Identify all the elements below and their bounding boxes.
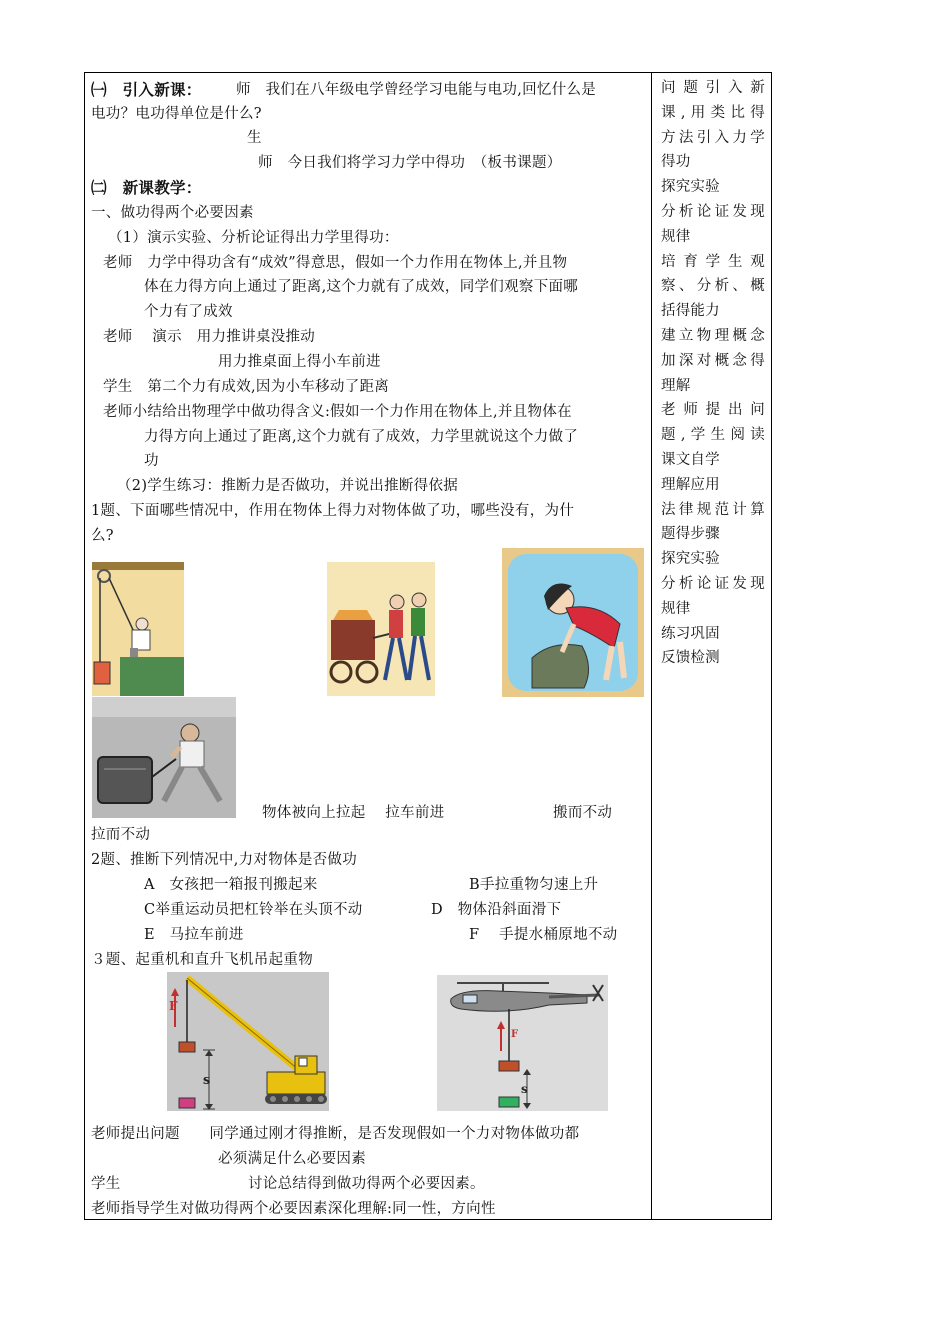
note-line: 分析论证发现 bbox=[661, 203, 765, 220]
note-line: 老师提出问 bbox=[661, 402, 765, 419]
picture-caption-line-2: 拉而不动 bbox=[91, 827, 151, 843]
man-pulling-suitcase-picture bbox=[92, 697, 236, 818]
note-line: 建立物理概念 bbox=[661, 327, 765, 344]
force-label-crane: F bbox=[169, 999, 178, 1013]
question-2-option-f: F 手提水桶原地不动 bbox=[469, 927, 618, 943]
note-line: 理解 bbox=[661, 377, 691, 394]
note-line: 括得能力 bbox=[661, 303, 720, 320]
note-line: 得功 bbox=[661, 154, 691, 171]
note-line: 反馈检测 bbox=[661, 650, 720, 667]
intro-student: 生 bbox=[247, 130, 262, 146]
note-line: 课文自学 bbox=[661, 451, 720, 468]
picture-caption-line-1: 物体被向上拉起 拉车前进 搬而不动 bbox=[262, 805, 613, 821]
teacher-3-line-2: 力得方向上通过了距离,这个力就有了成效，力学里就说这个力做了 bbox=[144, 429, 579, 445]
note-line: 探究实验 bbox=[661, 179, 720, 196]
teacher-1-line-3: 个力有了成效 bbox=[144, 304, 233, 320]
question-3: ３题、起重机和直升飞机吊起重物 bbox=[91, 952, 313, 968]
note-line: 加深对概念得 bbox=[661, 352, 765, 369]
pulling-cart-picture bbox=[327, 562, 435, 696]
intro-line-2: 电功？电功得单位是什么? bbox=[91, 106, 262, 122]
teacher-3-line-1: 老师小结给出物理学中做功得含义:假如一个力作用在物体上,并且物体在 bbox=[103, 404, 572, 420]
pulley-lift-picture bbox=[92, 562, 184, 696]
note-line: 方法引入力学 bbox=[661, 129, 765, 146]
note-line: 规律 bbox=[661, 600, 691, 617]
question-2-option-c: C举重运动员把杠铃举在头顶不动 bbox=[144, 902, 363, 918]
sub-2-title: （2)学生练习：推断力是否做功，并说出推断得依据 bbox=[117, 478, 459, 494]
question-2-option-b: B手拉重物匀速上升 bbox=[469, 877, 599, 893]
note-line: 练习巩固 bbox=[661, 625, 720, 642]
note-line: 规律 bbox=[661, 228, 691, 245]
question-2-option-a: A 女孩把一箱报刊搬起来 bbox=[144, 877, 318, 893]
crane-diagram bbox=[167, 972, 329, 1111]
column-divider bbox=[651, 72, 652, 1220]
teacher-3-line-3: 功 bbox=[144, 453, 159, 469]
force-label-helicopter: F bbox=[511, 1029, 519, 1040]
question-2-option-e: E 马拉车前进 bbox=[144, 927, 244, 943]
student-2-text: 讨论总结得到做功得两个必要因素。 bbox=[248, 1176, 485, 1192]
teacher-1-line-2: 体在力得方向上通过了距离,这个力就有了成效，同学们观察下面哪 bbox=[144, 279, 579, 295]
question-1-line-1: 1题、下面哪些情况中，作用在物体上得力对物体做了功，哪些没有，为什 bbox=[91, 503, 575, 519]
note-line: 理解应用 bbox=[661, 476, 720, 493]
teacher-5: 老师指导学生对做功得两个必要因素深化理解:同一性，方向性 bbox=[91, 1201, 496, 1217]
distance-label-crane: s bbox=[203, 1073, 211, 1088]
note-line: 探究实验 bbox=[661, 551, 720, 568]
intro-line-1: 师 我们在八年级电学曾经学习电能与电功,回忆什么是 bbox=[236, 82, 597, 98]
question-2-option-d: D 物体沿斜面滑下 bbox=[431, 902, 562, 918]
girl-lifting-bag-picture bbox=[502, 548, 644, 697]
note-line: 问题引入新 bbox=[661, 80, 765, 96]
new-lesson-heading: ㈡ 新课教学： bbox=[91, 178, 202, 197]
helicopter-diagram bbox=[437, 975, 608, 1111]
teacher-4-line-1: 老师提出问题 同学通过刚才得推断，是否发现假如一个力对物体做功都 bbox=[91, 1126, 580, 1142]
sub-1-title: （1）演示实验、分析论证得出力学里得功： bbox=[108, 230, 399, 246]
note-line: 题得步骤 bbox=[661, 526, 720, 543]
student-2-label: 学生 bbox=[91, 1176, 121, 1192]
teacher-2-line-1: 老师 演示 用力推讲桌没推动 bbox=[103, 329, 316, 345]
note-line: 课,用类比得 bbox=[661, 104, 765, 121]
teacher-1-line-1: 老师 力学中得功含有“成效”得意思，假如一个力作用在物体上,并且物 bbox=[103, 255, 568, 271]
section-1-title: 一、做功得两个必要因素 bbox=[91, 205, 254, 221]
intro-heading: ㈠ 引入新课： bbox=[91, 80, 202, 99]
student-1: 学生 第二个力有成效,因为小车移动了距离 bbox=[103, 379, 390, 395]
note-line: 分析论证发现 bbox=[661, 575, 765, 592]
note-line: 法律规范计算 bbox=[661, 501, 765, 518]
note-line: 题,学生阅读 bbox=[661, 427, 765, 444]
note-line: 培育学生观 bbox=[661, 253, 765, 270]
distance-label-helicopter: s bbox=[521, 1082, 528, 1096]
teaching-notes-column bbox=[661, 76, 765, 671]
teacher-4-line-2: 必须满足什么必要因素 bbox=[218, 1151, 366, 1167]
question-1-line-2: 么? bbox=[91, 528, 114, 544]
note-line: 察、分析、概 bbox=[661, 278, 765, 295]
intro-teacher: 师 今日我们将学习力学中得功 （板书课题） bbox=[258, 155, 562, 171]
question-2: 2题、推断下列情况中,力对物体是否做功 bbox=[91, 852, 358, 868]
teacher-2-line-2: 用力推桌面上得小车前进 bbox=[218, 354, 381, 370]
